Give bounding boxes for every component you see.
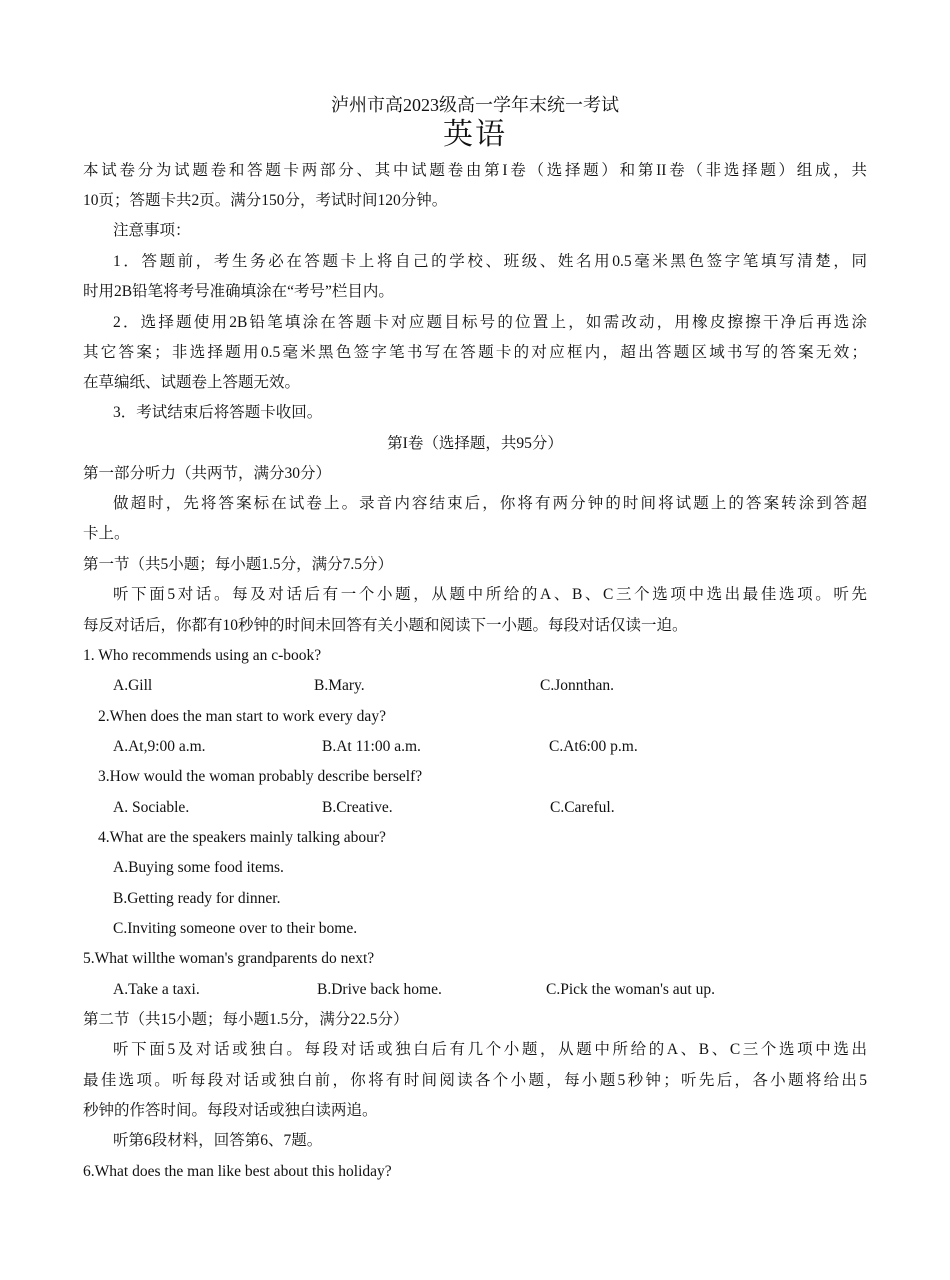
- volume-1-title: 第I卷（选择题，共95分）: [387, 435, 563, 452]
- question-3-option-b: B.Creative.: [322, 799, 393, 816]
- question-1-option-a: A.Gill: [113, 677, 153, 694]
- question-3-option-c: C.Careful.: [550, 799, 615, 816]
- part1-instructions-line-1: 做超时，先将答案标在试卷上。录音内容结束后，你将有两分钟的时间将试题上的答案转涂到答超: [113, 495, 867, 512]
- question-1-option-b: B.Mary.: [314, 677, 365, 694]
- notice-2-line-2: 其它答案；非选择题用0.5毫米黑色签字笔书写在答题卡的对应框内，超出答题区域书写的答案无效；: [83, 344, 867, 361]
- section-1-title: 第一节（共5小题；每小题1.5分，满分7.5分）: [83, 556, 394, 573]
- notice-2-line-3: 在草编纸、试题卷上答题无效。: [83, 374, 301, 391]
- question-5: 5.What willthe woman's grandparents do next?: [83, 950, 375, 967]
- notice-1-line-2: 时用2B铅笔将考号准确填涂在“考号”栏目内。: [83, 283, 394, 300]
- question-1: 1. Who recommends using an c-book?: [83, 647, 322, 664]
- question-5-option-c: C.Pick the woman's aut up.: [546, 981, 715, 998]
- question-2-option-a: A.At,9:00 a.m.: [113, 738, 206, 755]
- question-5-option-b: B.Drive back home.: [317, 981, 442, 998]
- section-2-instructions-line-1: 听下面5及对话或独白。每段对话或独白后有几个小题，从题中所给的A、B、C三个选项中选出: [113, 1041, 867, 1058]
- question-2-option-b: B.At 11:00 a.m.: [322, 738, 421, 755]
- part1-title: 第一部分听力（共两节，满分30分）: [83, 465, 332, 482]
- question-4-option-c: C.Inviting someone over to their bome.: [113, 920, 358, 937]
- question-3-option-a: A. Sociable.: [113, 799, 190, 816]
- exam-title: 泸州市高2023级高一学年末统一考试: [331, 95, 619, 115]
- material-6-label: 听第6段材料，回答第6、7题。: [113, 1132, 323, 1149]
- intro-line-1: 本试卷分为试题卷和答题卡两部分、其中试题卷由第I卷（选择题）和第II卷（非选择题）组成，共: [83, 162, 867, 179]
- question-4: 4.What are the speakers mainly talking abour?: [98, 829, 386, 846]
- question-4-option-b: B.Getting ready for dinner.: [113, 890, 281, 907]
- question-3: 3.How would the woman probably describe berself?: [98, 768, 423, 785]
- question-6: 6.What does the man like best about this holiday?: [83, 1163, 392, 1180]
- question-5-option-a: A.Take a taxi.: [113, 981, 200, 998]
- subject-title: 英语: [443, 118, 507, 151]
- question-4-option-a: A.Buying some food items.: [113, 859, 284, 876]
- question-2-option-c: C.At6:00 p.m.: [549, 738, 638, 755]
- question-1-option-c: C.Jonnthan.: [540, 677, 615, 694]
- question-2: 2.When does the man start to work every day?: [98, 708, 386, 725]
- part1-instructions-line-2: 卡上。: [83, 525, 130, 542]
- section-1-instructions-line-1: 听下面5对话。每及对话后有一个小题，从题中所给的A、B、C三个选项中选出最佳选项。听先: [113, 586, 867, 603]
- section-1-instructions-line-2: 每反对话后，你都有10秒钟的时间未回答有关小题和阅读下一小题。每段对话仅读一迫。: [83, 617, 688, 634]
- notice-1-line-1: 1．答题前，考生务必在答题卡上将自己的学校、班级、姓名用0.5毫米黑色签字笔填写清楚，同: [113, 253, 867, 270]
- intro-line-2: 10页；答题卡共2页。满分150分，考试时间120分钟。: [83, 192, 448, 209]
- notice-title: 注意事项：: [113, 222, 191, 239]
- notice-2-line-1: 2．选择题使用2B铅笔填涂在答题卡对应题目标号的位置上，如需改动，用橡皮擦擦干净后再选涂: [113, 314, 867, 331]
- section-2-instructions-line-2: 最佳选项。听每段对话或独白前，你将有时间阅读各个小题，每小题5秒钟；听先后，各小题将给出5: [83, 1072, 867, 1089]
- section-2-title: 第二节（共15小题；每小题1.5分，满分22.5分）: [83, 1011, 409, 1028]
- section-2-instructions-line-3: 秒钟的作答时间。每段对话或独白读两追。: [83, 1102, 378, 1119]
- notice-3-line-1: 3．考试结束后将答题卡收回。: [113, 404, 323, 421]
